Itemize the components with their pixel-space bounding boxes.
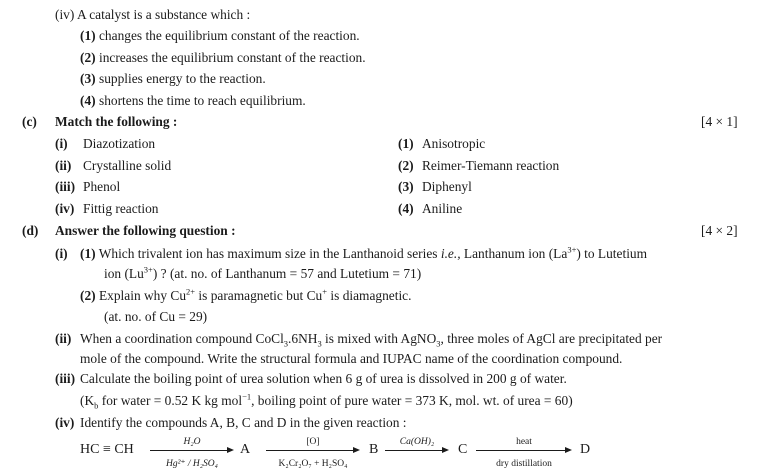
question-d-iii-line1: Calculate the boiling point of urea solution when 6 g of urea is dissolved in 200 g of water. xyxy=(80,371,567,386)
reaction-arrow-3 xyxy=(385,437,449,471)
match-right-item: (4) Aniline xyxy=(398,201,463,216)
question-d-iv-text: Identify the compounds A, B, C and D in the given reaction : xyxy=(80,415,407,430)
product-d: D xyxy=(580,442,591,457)
question-d-i-2-note: (at. no. of Cu = 29) xyxy=(104,309,208,324)
arrow-1-reagent: H₂O xyxy=(183,437,201,447)
arrow-3-reagent: Ca(OH)₂ xyxy=(399,437,435,447)
question-d-iii-line2: ($K_b$ for water = 0.52 K kg mol$^{-1}$, boiling point of pure water = 373 K, mol. wt. of urea = 60) xyxy=(80,391,573,411)
reaction-arrow-4 xyxy=(476,437,572,471)
match-left-item: (iii) Phenol xyxy=(55,179,121,194)
arrow-2-condition: K₂Cr₂O₇ + H₂SO₄ xyxy=(278,459,348,469)
question-d-i-1-line2: ion $(Lu^{3+})$ ? (at. no. of Lanthanum = 57 and Lutetium = 71) xyxy=(104,264,422,281)
question-d-ii-line1: When a coordination compound $CoCl_3.6NH_3$ is mixed with AgNO$_3$, three moles of AgCl are precipitated per xyxy=(80,331,663,349)
option-4: (4) shortens the time to reach equilibrium. xyxy=(80,93,306,108)
arrow-head-icon xyxy=(353,447,360,453)
section-c-marks: [4 × 1] xyxy=(701,114,738,129)
match-left-item: (ii) Crystalline solid xyxy=(55,158,172,173)
arrow-head-icon xyxy=(442,447,449,453)
reaction-arrow-2 xyxy=(266,437,360,471)
reactant-ethyne: HC ≡ CH xyxy=(80,442,134,457)
product-a: A xyxy=(240,442,251,457)
question-iv xyxy=(55,6,250,23)
option-2: (2) increases the equilibrium constant of the reaction. xyxy=(80,50,366,65)
question-d-i-number: (i) xyxy=(55,246,68,261)
section-c-label: (c) xyxy=(22,114,37,129)
question-d-iii-number: (iii) xyxy=(55,371,76,386)
product-c: C xyxy=(458,442,468,457)
question-number: (iv) xyxy=(55,7,75,22)
section-d-marks: [4 × 2] xyxy=(701,223,738,238)
section-d-label: (d) xyxy=(22,223,39,238)
match-left-item: (i) Diazotization xyxy=(55,136,156,151)
question-d-iv-number: (iv) xyxy=(55,415,75,430)
question-stem: A catalyst is a substance which : xyxy=(76,7,251,22)
arrow-1-condition: Hg²⁺ / H₂SO₄ xyxy=(166,459,218,469)
question-d-i-1-line1: (1) Which trivalent ion has maximum size in the Lanthanoid series i.e., Lanthanum ion $(La^{3+})$ to Lutetium xyxy=(80,244,648,261)
match-right-item: (3) Diphenyl xyxy=(398,179,472,194)
arrow-2-reagent: [O] xyxy=(306,437,320,447)
product-b: B xyxy=(369,442,379,457)
match-right-item: (2) Reimer-Tiemann reaction xyxy=(398,158,560,173)
section-d-title: Answer the following question : xyxy=(55,223,236,238)
question-d-ii-number: (ii) xyxy=(55,331,72,346)
option-3: (3) supplies energy to the reaction. xyxy=(80,71,266,86)
arrow-head-icon xyxy=(227,447,234,453)
reaction-arrow-1 xyxy=(150,437,234,471)
arrow-head-icon xyxy=(565,447,572,453)
arrow-4-condition: dry distillation xyxy=(496,459,552,469)
arrow-4-reagent: heat xyxy=(516,437,532,447)
question-d-i-2: (2) Explain why $Cu^{2+}$ is paramagnetic but Cu+ is diamagnetic. xyxy=(80,286,412,303)
section-c-title: Match the following : xyxy=(55,114,178,129)
match-left-item: (iv) Fittig reaction xyxy=(55,201,159,216)
option-1: (1) changes the equilibrium constant of the reaction. xyxy=(80,28,360,43)
question-d-ii-line2: mole of the compound. Write the structural formula and IUPAC name of the coordination compound. xyxy=(80,351,623,366)
match-right-item: (1) Anisotropic xyxy=(398,136,486,151)
